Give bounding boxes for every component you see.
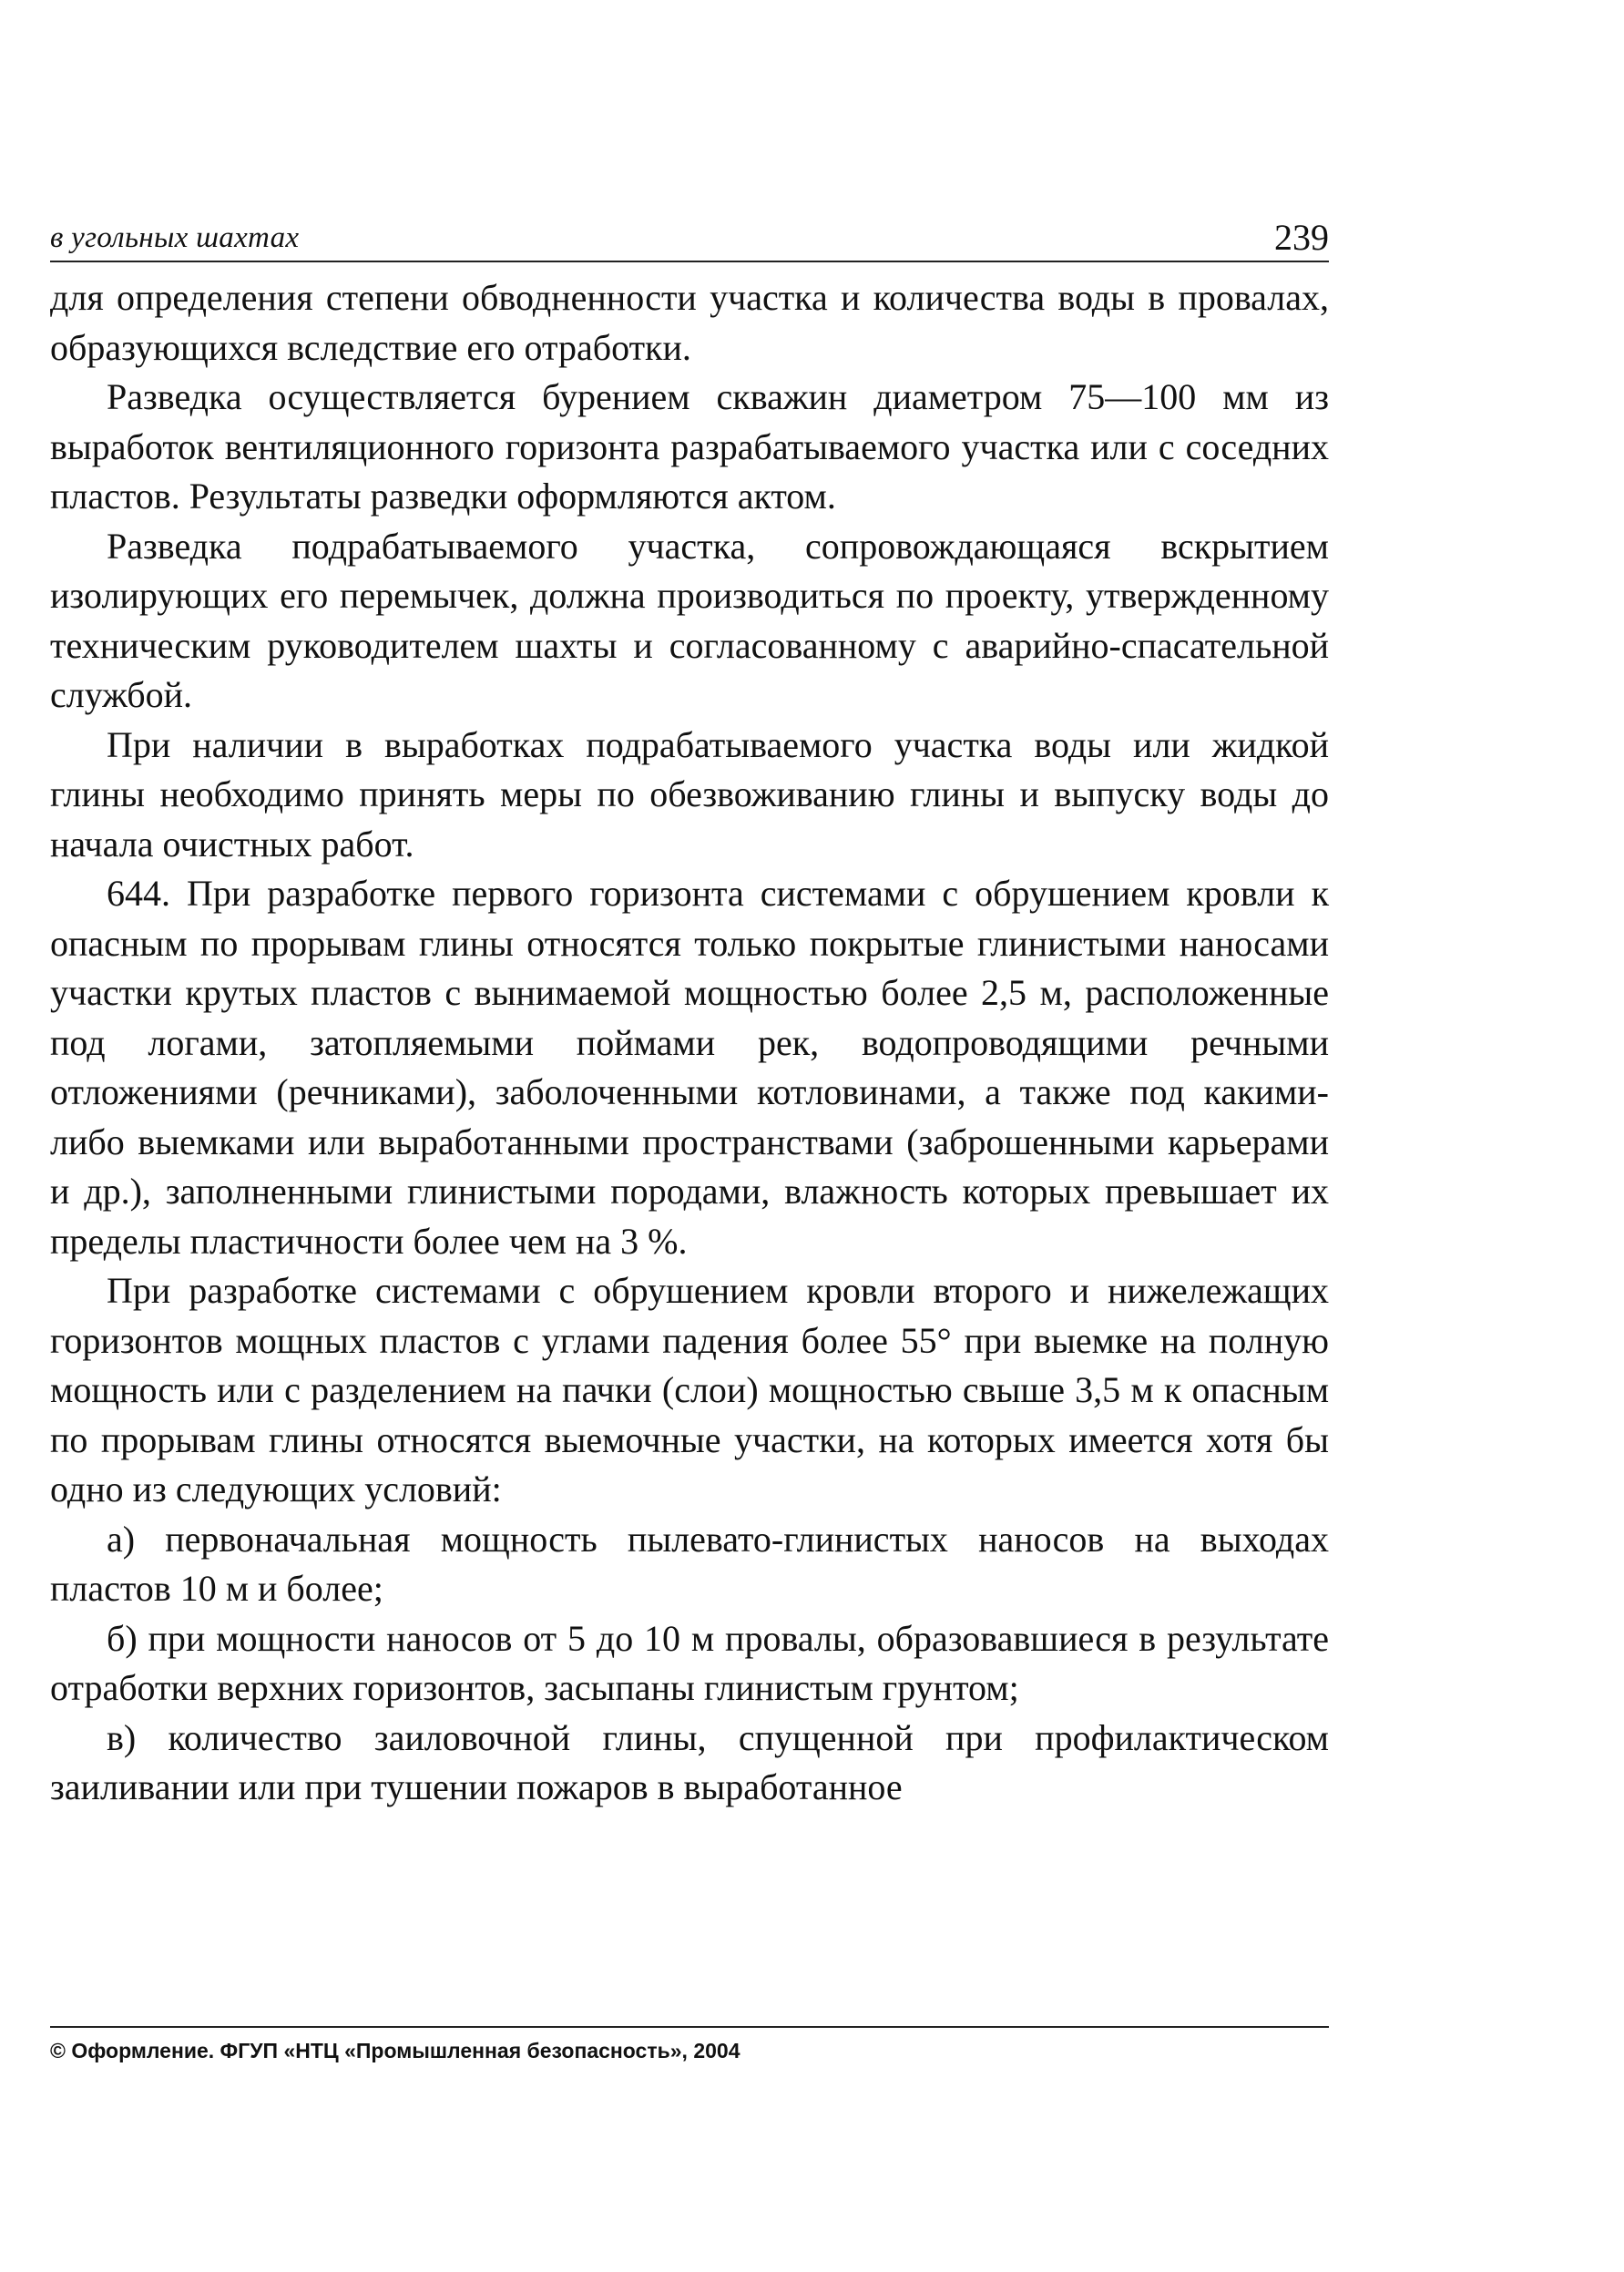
list-item-b: б) при мощности наносов от 5 до 10 м провалы, образовавшиеся в результате отработки верхних горизонтов, засыпаны глинистым грунтом; [50,1617,1329,1708]
body-text [50,273,1329,1813]
page-number: 239 [1274,217,1329,258]
paragraph-continuation: для определения степени обводненности участка и количества воды в провалах, образующихся вследствие его отработки. [50,277,1329,368]
paragraph-exploration-project: Разведка подрабатываемого участка, сопровождающаяся вскрытием изолирующих его перемычек, должна производиться по проекту, утвержденному техническим руководителем шахты и согласованному с аварийно-спасательной службой. [50,525,1329,715]
paragraph-lower-horizons: При разработке системами с обрушением кровли второго и нижележащих горизонтов мощных пластов с углами падения более 55° при выемке на полную мощность или с разделением на пачки (слои) мощностью свыше 3,5 м к опасным по прорывам глины относятся выемочные участки, на которых имеется хотя бы одно из следующих условий: [50,1270,1329,1510]
running-title: в угольных шахтах [50,221,300,254]
running-header [50,215,1329,262]
list-item-a: а) первоначальная мощность пылевато-глинистых наносов на выходах пластов 10 м и более; [50,1518,1329,1609]
paragraph-dewatering: При наличии в выработках подрабатываемого участка воды или жидкой глины необходимо принять меры по обезвоживанию глины и выпуску воды до начала очистных работ. [50,723,1329,865]
copyright-footer: © Оформление. ФГУП «НТЦ «Промышленная безопасность», 2004 [50,2026,1329,2063]
paragraph-exploration-drilling: Разведка осуществляется бурением скважин диаметром 75—100 мм из выработок вентиляционного горизонта разрабатываемого участка или с соседних пластов. Результаты разведки оформляются актом. [50,376,1329,517]
list-item-c: в) количество заиловочной глины, спущенной при профилактическом заиливании или при тушении пожаров в выработанное [50,1716,1329,1807]
paragraph-item-644: 644. При разработке первого горизонта системами с обрушением кровли к опасным по прорывам глины относятся только покрытые глинистыми наносами участки крутых пластов с вынимаемой мощностью более 2,5 м, расположенные под логами, затопляемыми поймами рек, водопроводящими речными отложениями (речниками), заболоченными котловинами, а также под какими-либо выемками или выработанными пространствами (заброшенными карьерами и др.), заполненными глинистыми породами, влажность которых превышает их пределы пластичности более чем на 3 %. [50,873,1329,1262]
